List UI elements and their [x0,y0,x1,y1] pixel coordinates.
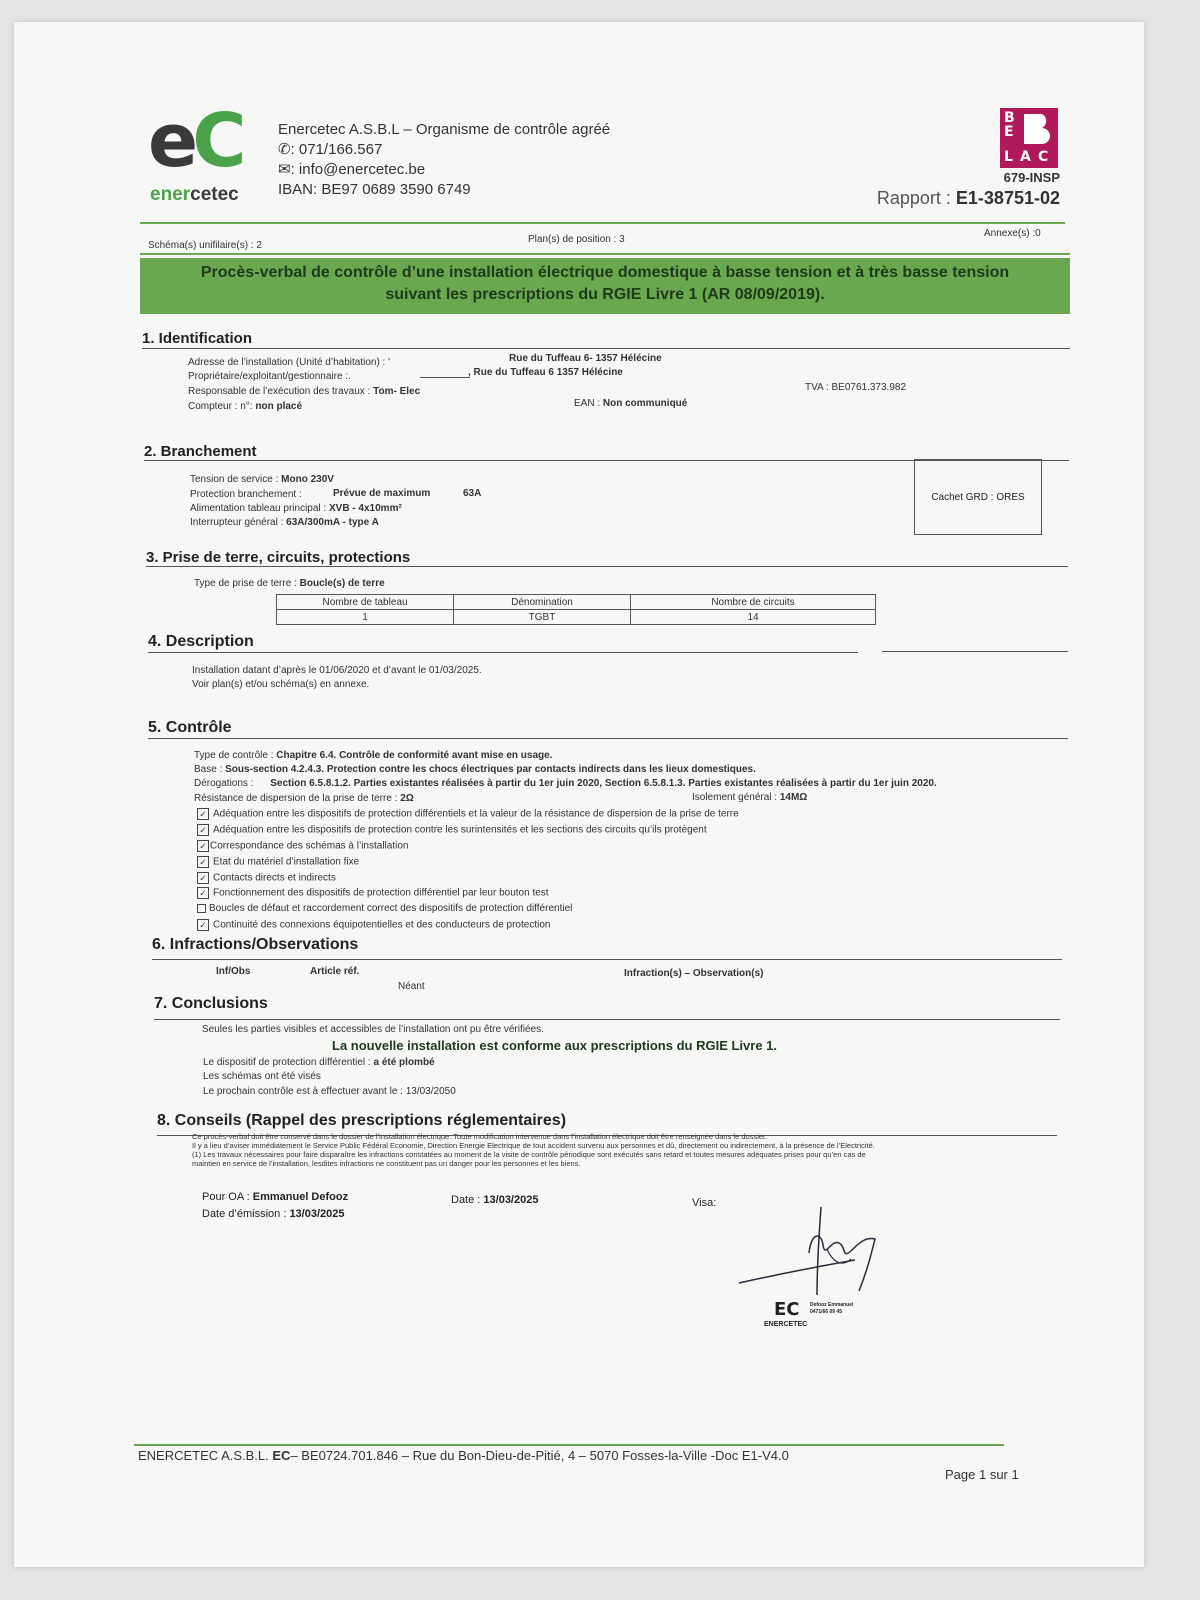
signature-date-label: Date : [451,1194,484,1206]
resistance-row [194,793,414,804]
derogations-label: Dérogations : [194,778,257,789]
circuits-table-header [277,595,876,610]
isolement-row [692,792,807,803]
derogations-value: Section 6.5.8.1.2. Parties existantes réalisées à partir du 1er juin 2020, Section 6.5.8.1.3. Parties existantes réalisées à partir du 1er juin 2020. [270,778,937,789]
conseils-p3: (1) Les travaux nécessaires pour faire disparaître les infractions constatées au moment de la visite de contrôle périodique sont exécutés sans retard et toutes mesures adéquates prises pour qu’en cas de [192,1150,866,1159]
control-type-row [194,750,552,761]
alimentation-value: XVB - 4x10mm² [328,503,402,514]
checkbox-checked-icon: ✓ [197,919,209,931]
table-row [277,610,876,625]
checkbox-checked-icon: ✓ [197,808,209,820]
tva-number: TVA : BE0761.373.982 [805,382,907,393]
cell-circuits: 14 [631,610,876,625]
logo-mark-e: e [148,98,193,184]
emission-date-value: 13/03/2025 [289,1208,345,1220]
annexes-count: Annexe(s) :0 [984,228,1041,239]
check-item-schemas [197,840,408,852]
check-label: Adéquation entre les dispositifs de protection contre les surintensités et les sections des circuits qu’ils protègent [213,824,707,836]
cachet-grd-label: Cachet GRD : ORES [931,491,1025,503]
conclusion-next-control: Le prochain contrôle est à effectuer avant le : 13/03/2050 [203,1086,456,1097]
col-inf-obs: Inf/Obs [216,966,251,977]
conclusion-conform: La nouvelle installation est conforme aux prescriptions du RGIE Livre 1. [332,1038,777,1053]
section-infractions-heading: 6. Infractions/Observations [152,936,359,953]
org-iban: IBAN: BE97 0689 3590 6749 [278,181,471,198]
logo-wordmark [150,184,239,206]
section-7-rule [154,1019,1060,1020]
meter-value: non placé [255,401,303,412]
rapport-value: E1-38751-02 [955,188,1060,208]
check-label: Adéquation entre les dispositifs de protection différentiels et la valeur de la résistance de dispersion de la prise de terre [213,808,739,820]
infractions-value: Néant [398,981,425,992]
check-item-adequation-surintensites [197,824,707,836]
col-header-denomination: Dénomination [454,595,631,610]
derogations-row [194,778,937,789]
handwritten-signature-icon [735,1205,905,1315]
enercetec-logo [140,98,260,207]
isolement-value: 14MΩ [779,792,808,803]
section-description-heading: 4. Description [148,633,254,650]
col-article-ref: Article réf. [310,966,360,977]
owner-label: Propriétaire/exploitant/gestionnaire :. [188,371,351,382]
logo-mark [148,98,241,184]
checkbox-checked-icon: ✓ [197,856,209,868]
belac-letter-c: C [1038,149,1049,165]
responsible-value: Tom- Elec [373,386,421,397]
rapport-number [800,188,1060,209]
cachet-grd-box [914,459,1042,535]
footer-rule [134,1444,1004,1446]
check-item-contacts [197,872,336,884]
org-name: Enercetec A.S.B.L – Organisme de contrôle agréé [278,121,611,138]
section-5-rule [148,738,1068,739]
checkbox-checked-icon: ✓ [197,872,209,884]
interrupteur-label: Interrupteur général : [190,517,287,528]
protection-amperage: 63A [463,488,482,499]
visa-label: Visa: [692,1197,717,1209]
schemas-count: Schéma(s) unifilaire(s) : 2 [148,240,262,251]
org-phone: ✆: 071/166.567 [278,141,383,158]
control-base-value: Sous-section 4.2.4.3. Protection contre les chocs électriques par contacts indirects dans les lieux domestiques. [225,764,756,775]
conclusion-differential-value: a été plombé [373,1057,435,1068]
tension-value: Mono 230V [281,474,334,485]
check-item-bouton-test [197,887,549,899]
meter-row [188,401,302,412]
footer-logo-icon: EC [272,1448,291,1463]
col-header-tableaux: Nombre de tableau [277,595,454,610]
stamp-brand: ENERCETEC [764,1321,808,1328]
ean-label: EAN : [574,398,603,409]
signatory-label: Pour OA : [202,1191,253,1203]
checkbox-checked-icon: ✓ [197,840,209,852]
belac-letter-e: E [1004,124,1014,140]
description-line1: Installation datant d’après le 01/06/2020 et d’avant le 01/03/2025. [192,665,482,676]
interrupteur-row [190,517,379,528]
page-number: Page 1 sur 1 [945,1467,1019,1482]
interrupteur-value: 63A/300mA - type A [286,517,379,528]
earth-type-row [194,578,385,589]
stamp-logo-icon: EC [774,1299,800,1320]
responsible-label: Responsable de l’exécution des travaux : [188,386,374,397]
belac-mark-icon [1022,112,1054,146]
col-infraction-observation: Infraction(s) – Observation(s) [624,968,764,979]
col-header-circuits: Nombre de circuits [631,595,876,610]
section-1-rule [142,348,1070,349]
signatory-value: Emmanuel Defooz [252,1191,349,1203]
section-conseils-heading: 8. Conseils (Rappel des prescriptions réglementaires) [157,1112,567,1129]
belac-letter-b: B [1004,110,1015,126]
check-item-adequation-differentiel [197,808,739,820]
protection-label: Protection branchement : [190,489,302,500]
section-conclusions-heading: 7. Conclusions [154,995,268,1012]
ean-row [574,398,687,409]
earth-type-value: Boucle(s) de terre [299,578,385,589]
check-label: Correspondance des schémas à l’installation [210,840,409,852]
alimentation-row [190,503,402,514]
check-label: Etat du matériel d’installation fixe [213,856,360,868]
control-base-row [194,764,756,775]
footer-company [138,1448,789,1463]
conclusion-visible-parts: Seules les parties visibles et accessibles de l’installation ont pu être vérifiées. [202,1024,544,1035]
section-4-rule-right [882,651,1068,652]
plans-count: Plan(s) de position : 3 [528,234,625,245]
cell-tableaux: 1 [277,610,454,625]
alimentation-label: Alimentation tableau principal : [190,503,329,514]
belac-letter-a: A [1020,149,1031,165]
check-label: Continuité des connexions équipotentielles et des conducteurs de protection [213,919,551,931]
signature-date-value: 13/03/2025 [483,1194,539,1206]
report-title-banner [140,258,1070,314]
checkbox-checked-icon: ✓ [197,824,209,836]
meter-label: Compteur : n°: [188,401,256,412]
control-type-value: Chapitre 6.4. Contrôle de conformité avant mise en usage. [276,750,553,761]
stamp-phone: 0471/66 09 45 [810,1309,842,1315]
checkbox-empty-icon [197,904,206,913]
emission-date-label: Date d’émission : [202,1208,290,1220]
section-4-rule [148,652,858,653]
organisation-block [278,120,610,200]
company-stamp [764,1299,894,1337]
cell-denomination: TGBT [454,610,631,625]
signatory-row [202,1191,348,1203]
resistance-label: Résistance de dispersion de la prise de terre : [194,793,401,804]
rapport-label: Rapport : [876,188,956,208]
ean-value: Non communiqué [602,398,688,409]
resistance-value: 2Ω [400,793,414,804]
address-value: Rue du Tuffeau 6- 1357 Hélécine [509,353,662,364]
conseils-p4: maintien en service de l’installation, lesdites infractions ne constituent pas un danger pour les personnes et les biens. [192,1159,581,1168]
owner-blank-line [420,377,470,378]
check-label: Fonctionnement des dispositifs de protection différentiel par leur bouton test [213,887,549,899]
earth-type-label: Type de prise de terre : [194,578,300,589]
footer-company-name: ENERCETEC A.S.B.L. [138,1448,273,1463]
control-base-label: Base : [194,764,226,775]
isolement-label: Isolement général : [692,792,780,803]
description-line2: Voir plan(s) et/ou schéma(s) en annexe. [192,679,370,690]
report-title-line2: suivant les prescriptions du RGIE Livre 1 (AR 08/09/2019). [385,286,825,303]
belac-insp: 679-INSP [1003,170,1060,185]
section-controle-heading: 5. Contrôle [148,719,232,736]
check-item-materiel [197,856,359,868]
check-item-continuite [197,919,550,931]
check-label: Contacts directs et indirects [213,872,336,884]
footer-company-details: – BE0724.701.846 – Rue du Bon-Dieu-de-Pitié, 4 – 5070 Fosses-la-Ville -Doc E1-V4.0 [290,1448,789,1463]
check-label: Boucles de défaut et raccordement correct des dispositifs de protection différentiel [209,903,573,914]
logo-mark-c: C [192,98,241,184]
conclusion-differential-label: Le dispositif de protection différentiel : [203,1057,374,1068]
signature-date-row [451,1194,538,1206]
belac-logo [1000,108,1058,168]
conclusion-schemas: Les schémas ont été visés [203,1071,321,1082]
header-rule-bottom [140,253,1070,255]
header-rule-top [140,222,1065,224]
protection-value: Prévue de maximum [333,488,431,499]
logo-word-b: cetec [190,184,239,205]
tension-row [190,474,334,485]
org-email: ✉: info@enercetec.be [278,161,426,178]
stamp-name: Defooz Emmanuel [810,1302,854,1308]
conseils-p2: Il y a lieu d’aviser immédiatement le Service Public Fédéral Economie, Direction Energie Electrique de tout accident survenu aux personnes et dû, directement ou indirectement, à la présence de l’Electricité. [192,1141,875,1150]
responsible-row [188,386,420,397]
emission-date-row [202,1208,345,1220]
circuits-table [276,594,876,625]
report-title-line1: Procès-verbal de contrôle d’une installation électrique domestique à basse tension et à très basse tension [200,264,1010,281]
tension-label: Tension de service : [190,474,282,485]
conseils-p1: Ce procès-verbal doit être conservé dans le dossier de l’installation électrique. Toute modification intervenue dans l’installation électrique doit être renseignée dans le dossier. [192,1132,768,1141]
conclusion-differential-row [203,1057,435,1068]
section-prise-terre-heading: 3. Prise de terre, circuits, protections [146,549,411,566]
logo-word-a: ener [150,184,191,205]
belac-letter-l: L [1004,149,1013,165]
address-label: Adresse de l’installation (Unité d’habitation) : ' [188,357,391,368]
checkbox-checked-icon: ✓ [197,887,209,899]
control-type-label: Type de contrôle : [194,750,277,761]
section-3-rule [146,566,1068,567]
owner-value: , Rue du Tuffeau 6 1357 Hélécine [468,367,623,378]
section-identification-heading: 1. Identification [142,330,253,347]
section-branchement-heading: 2. Branchement [144,443,257,460]
check-item-boucles-defaut [197,903,572,914]
section-6-rule [152,959,1062,960]
